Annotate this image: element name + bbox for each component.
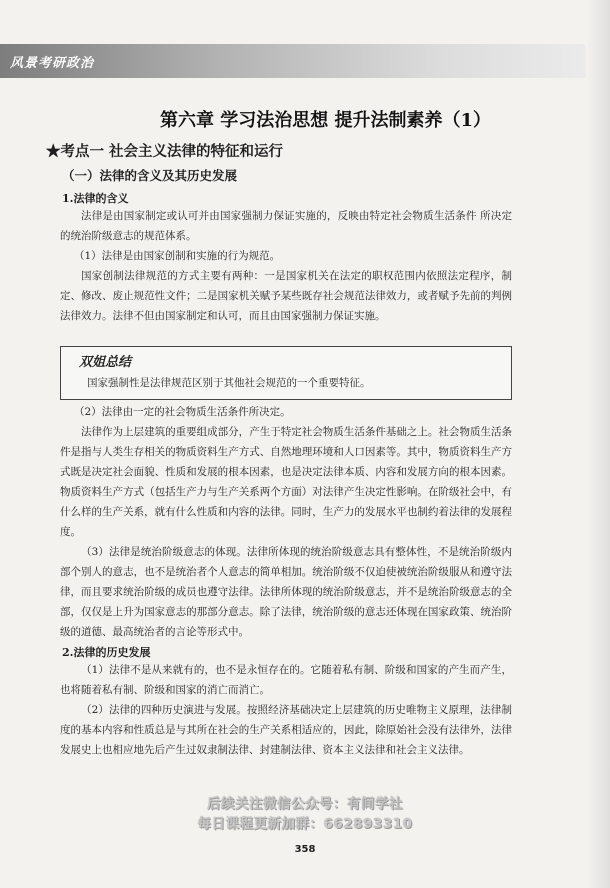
summary-box-title: 双姐总结 — [79, 355, 132, 370]
point-state-created: （1）法律是由国家创制和实施的行为规范。 — [74, 250, 281, 262]
paragraph-history-stages: （2）法律的四种历史演进与发展。按照经济基础决定上层建筑的历史唯物主义原理，法律制度的基本内容和性质总是与其所在社会的生产关系相适应的，因此，除原始社会没有法律外，法律发展史上也相应地先后产生过奴隶制法律、封建制法律、资本主义法律和社会主义法律。 — [60, 704, 512, 756]
watermark-line-1: 后续关注微信公众号：有间学社 — [207, 796, 403, 812]
section-title: ★考点一 社会主义法律的特征和运行 — [46, 143, 284, 160]
point-material-conditions: （2）法律由一定的社会物质生活条件所决定。 — [74, 406, 291, 418]
running-header-text: 风景考研政治 — [10, 56, 95, 71]
paragraph-ruling-class-will: （3）法律是统治阶级意志的体现。法律所体现的统治阶级意志具有整体性，不是统治阶级内部个别人的意志，也不是统治者个人意志的简单相加。统治阶级不仅迫使被统治阶级服从和遵守法律，而且要求统治阶级的成员也遵守法律。法律所体现的统治阶级意志，并不是统治阶级意志的全部，仅仅是上升为国家意志的那部分意志。除了法律，统治阶级的意志还体现在国家政策、统治阶级的道德、最高统治者的言论等形式中。 — [60, 546, 512, 638]
watermark-line-2: 每日课程更新加群：662893310 — [197, 816, 413, 832]
subsection-title: （一）法律的含义及其历史发展 — [62, 168, 238, 183]
paragraph-ways-of-creation: 国家创制法律规范的方式主要有两种：一是国家机关在法定的职权范围内依照法定程序，制定、修改、废止规范性文件；二是国家机关赋予某些既存社会规范法律效力，或者赋予先前的判例法律效力。法律不但由国家制定和认可，而且由国家强制力保证实施。 — [60, 270, 512, 322]
summary-box-text: 国家强制性是法律规范区别于其他社会规范的一个重要特征。 — [87, 377, 371, 389]
summary-box — [60, 346, 512, 400]
page-number: 358 — [294, 844, 316, 855]
page-edge-shadow — [586, 0, 610, 888]
heading-law-meaning: 1.法律的含义 — [62, 192, 129, 205]
paragraph-law-definition: 法律是由国家制定或认可并由国家强制力保证实施的，反映由特定社会物质生活条件 所决定的统治阶级意志的规范体系。 — [60, 210, 512, 242]
paragraph-material-conditions: 法律作为上层建筑的重要组成部分，产生于特定社会物质生活条件基础之上。社会物质生活条件是指与人类生存相关的物质资料生产方式、自然地理环境和人口因素等。其中，物质资料生产方式既是决定社会面貌、性质和发展的根本因素，也是决定法律本质、内容和发展方向的根本因素。物质资料生产方式（包括生产力与生产关系两个方面）对法律产生决定性影响。在阶级社会中，有什么样的生产关系，就有什么性质和内容的法律。同时，生产力的发展水平也制约着法律的发展程度。 — [60, 426, 512, 538]
heading-law-history: 2.法律的历史发展 — [62, 646, 151, 659]
paragraph-history-origin: （1）法律不是从来就有的，也不是永恒存在的。它随着私有制、阶级和国家的产生而产生，也将随着私有制、阶级和国家的消亡而消亡。 — [60, 664, 512, 696]
chapter-title: 第六章 学习法治思想 提升法制素养（1） — [160, 110, 492, 131]
